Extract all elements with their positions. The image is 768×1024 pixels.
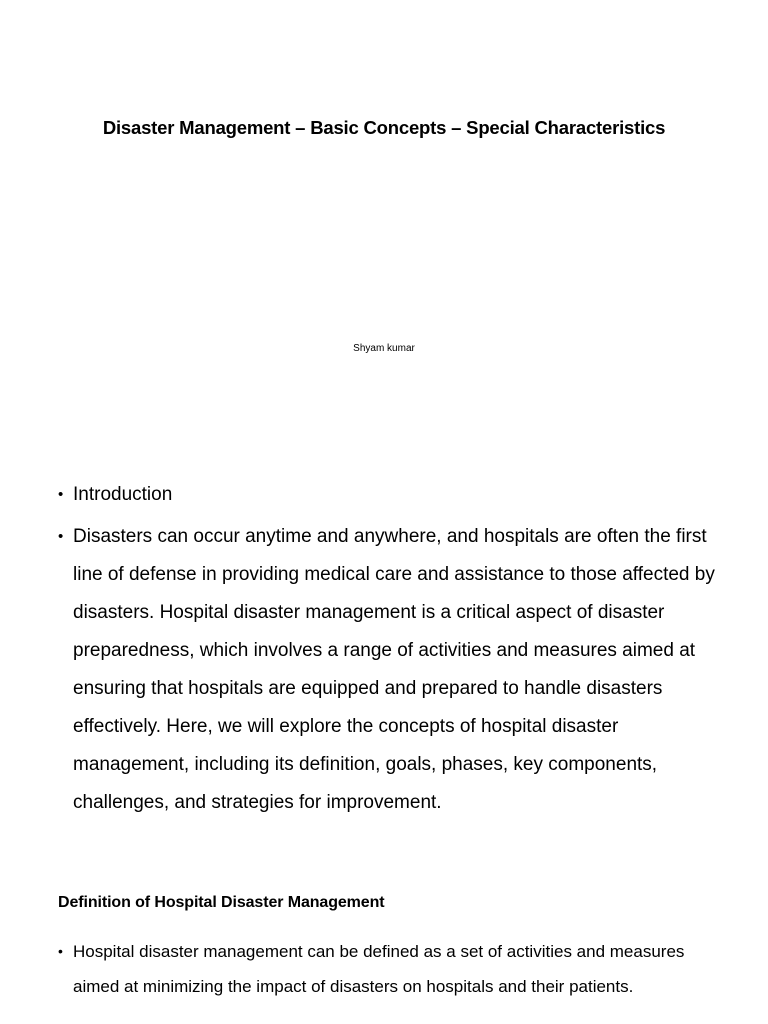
bullet-paragraph: • Disasters can occur anytime and anywhere, and hospitals are often the first line of defense in providing medical care and assistance to those affected by disasters. Hospital disaster management is a critical aspect of disaster preparedness, which involves a range of activities and measures aimed at ensuring that hospitals are equipped and prepared to handle disasters effectively. Here, we will explore the concepts of hospital disaster management, including its definition, goals, phases, key components, challenges, and strategies for improvement. <box>58 518 718 822</box>
section-heading: Definition of Hospital Disaster Management <box>58 894 385 911</box>
definition-bullet: • Hospital disaster management can be defined as a set of activities and measures aimed at minimizing the impact of disasters on hospitals and their patients. <box>58 934 718 1004</box>
bullet-introduction: • Introduction <box>58 480 718 510</box>
definition-bullet-list <box>58 934 718 1004</box>
author-name: Shyam kumar <box>353 343 415 354</box>
intro-bullet-list <box>58 480 718 822</box>
document-title: Disaster Management – Basic Concepts – Special Characteristics <box>102 117 666 138</box>
